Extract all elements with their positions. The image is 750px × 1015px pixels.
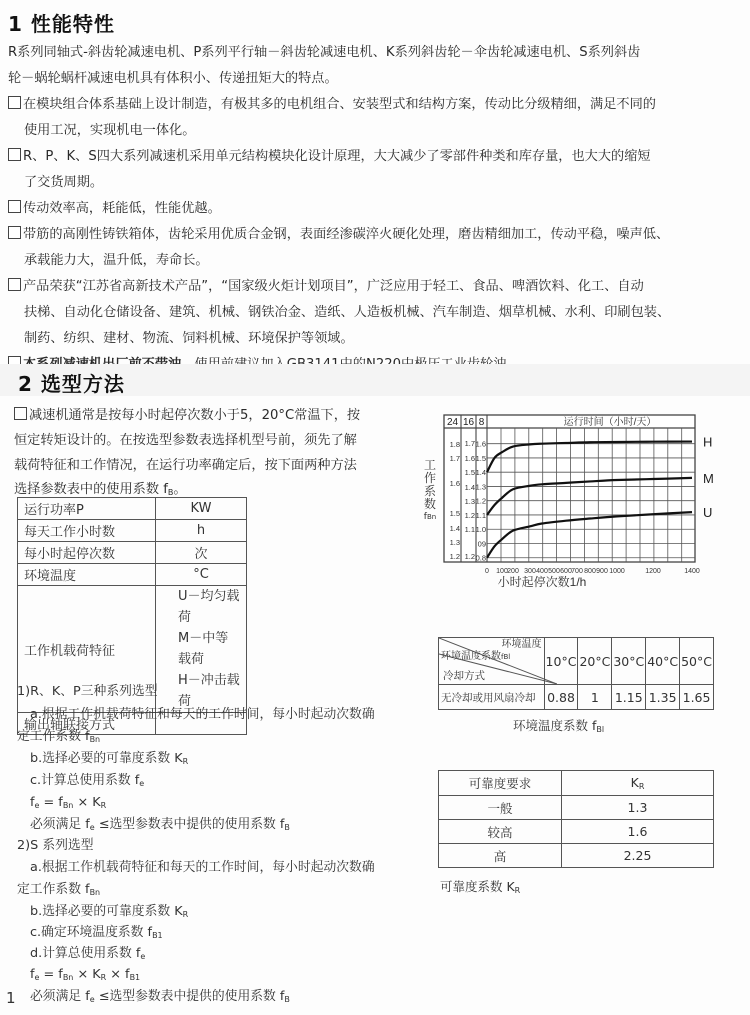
table-row xyxy=(439,638,714,685)
subscript: Bn xyxy=(62,801,74,810)
step-text: 必须满足 f xyxy=(30,817,90,832)
caption-text: 环境温度系数 f xyxy=(513,718,597,733)
table-row xyxy=(439,844,714,868)
reliability-level: 高 xyxy=(439,844,562,868)
bullet-2-cont: 了交货周期。 xyxy=(24,175,104,190)
caption-text: 可靠度系数 K xyxy=(440,879,515,894)
x-tick-label: 800 xyxy=(584,568,596,575)
step-text: f xyxy=(30,967,35,982)
table-row xyxy=(18,520,247,542)
subscript: Bn xyxy=(62,973,74,982)
y-tick-label-16h: 1.6 xyxy=(464,454,475,463)
param-label: 输出轴联接方式 xyxy=(18,713,156,735)
param-value: °C xyxy=(156,564,247,586)
kr-value: 1.3 xyxy=(562,796,714,820)
method1-b xyxy=(30,749,188,773)
y-tick-label-8h: 1.5 xyxy=(475,453,486,463)
y-tick-label-16h: 1.4 xyxy=(464,483,475,492)
kr-value: 1.6 xyxy=(562,820,714,844)
param-label: 每天工作小时数 xyxy=(18,520,156,542)
step-text: b.选择必要的可靠度系数 K xyxy=(30,904,183,919)
x-tick-label: 1000 xyxy=(609,568,625,575)
subscript: e xyxy=(139,779,145,788)
method1-a2 xyxy=(17,727,100,751)
bullet-4 xyxy=(8,222,669,248)
temp-value: 1.35 xyxy=(646,685,680,710)
temp-value: 1.65 xyxy=(680,685,714,710)
step-text: × K xyxy=(73,967,101,982)
load-m: M－中等载荷 xyxy=(178,631,229,667)
kr-value: 2.25 xyxy=(562,844,714,868)
s2-intro-text: 选择参数表中的使用系数 f xyxy=(14,482,168,497)
hours-column-label: 16 xyxy=(462,417,475,428)
temp-header: 10°C xyxy=(544,638,578,685)
corner-mid-text: 环境温度系数 xyxy=(441,651,501,662)
y-tick-label-16h: 1.1 xyxy=(464,525,475,534)
load-u: U－均匀载荷 xyxy=(178,589,240,625)
y-tick-label-8h: 1.3 xyxy=(475,482,486,492)
x-tick-label: 500 xyxy=(548,568,560,575)
param-value: KW xyxy=(156,498,247,520)
method2-a1: a.根据工作机载荷特征和每天的工作时间，每小时起动次数确 xyxy=(30,860,375,875)
x-tick-label: 300 xyxy=(524,568,536,575)
section2-title: 2 选型方法 xyxy=(18,372,125,396)
y-tick-label-8h: 0.8 xyxy=(475,553,486,563)
x-tick-label: 0 xyxy=(485,568,489,575)
table-row xyxy=(18,542,247,564)
bullet-text: 传动效率高，耗能低，性能优越。 xyxy=(23,201,221,216)
method2-a2 xyxy=(17,880,100,904)
chart-ylabel: 工 作 系 数 fBn xyxy=(423,458,437,522)
method2-must xyxy=(30,987,290,1011)
x-tick-label: 700 xyxy=(571,568,583,575)
subscript: e xyxy=(89,995,95,1004)
checkbox-icon xyxy=(8,200,21,213)
y-tick-label-24h: 1.7 xyxy=(449,454,460,463)
table-row xyxy=(439,796,714,820)
bullet-1-cont: 使用工况，实现机电一体化。 xyxy=(24,123,196,138)
kr-header xyxy=(562,771,714,796)
cooling-label: 无冷却或用风扇冷却 xyxy=(439,685,545,710)
bullet-1 xyxy=(8,92,656,118)
method1-c xyxy=(30,771,144,795)
y-tick-label-8h: 1.4 xyxy=(475,468,486,478)
y-tick-label-24h: 1.5 xyxy=(449,509,460,518)
table-row xyxy=(439,820,714,844)
subscript: R xyxy=(182,757,189,766)
step-text: d.计算总使用系数 f xyxy=(30,946,141,961)
subscript: B xyxy=(167,488,174,497)
y-tick-label-24h: 1.2 xyxy=(449,552,460,561)
step-text: ≤选型参数表中提供的使用系数 f xyxy=(94,989,285,1004)
series-label-U: U xyxy=(703,505,713,521)
step-text: × K xyxy=(73,795,101,810)
x-tick-label: 600 xyxy=(560,568,572,575)
hours-column-label: 8 xyxy=(478,417,485,428)
method1-title: 1)R、K、P三种系列选型 xyxy=(17,684,158,699)
temp-header: 30°C xyxy=(612,638,646,685)
temp-table-caption xyxy=(513,716,604,734)
temp-table xyxy=(438,637,714,710)
x-tick-label: 400 xyxy=(536,568,548,575)
bullet-3 xyxy=(8,196,221,222)
subscript: R xyxy=(100,973,107,982)
x-tick-label: 1400 xyxy=(684,568,700,575)
s2-intro-end: 。 xyxy=(173,482,187,497)
bullet-text: 产品荣获“江苏省高新技术产品”，“国家级火炬计划项目”，广泛应用于轻工、食品、啤酒饮料、化工、自动 xyxy=(23,279,644,294)
step-text: = f xyxy=(39,795,63,810)
intro-line-2: 轮－蜗轮蜗杆减速电机具有体积小、传递扭矩大的特点。 xyxy=(8,71,338,86)
step-text: × f xyxy=(106,967,130,982)
y-tick-label-16h: 1.5 xyxy=(464,468,475,477)
step-text: = f xyxy=(39,967,63,982)
step-text: ≤选型参数表中提供的使用系数 f xyxy=(94,817,285,832)
table-row xyxy=(18,498,247,520)
hours-column-label: 24 xyxy=(446,417,459,428)
table-row xyxy=(439,771,714,796)
param-value: h xyxy=(156,520,247,542)
corner-bottom: 冷却方式 xyxy=(443,670,485,682)
bullet-5-cont: 扶梯、自动化仓储设备、建筑、机械、钢铁冶金、造纸、人造板机械、汽车制造、烟草机械、水利、印刷包装、 xyxy=(24,305,671,320)
method1-a1: a.根据工作机载荷特征和每天的工作时间，每小时起动次数确 xyxy=(30,707,375,722)
temp-corner-cell xyxy=(439,638,545,685)
reliability-level: 较高 xyxy=(439,820,562,844)
subscript: B xyxy=(284,823,290,832)
s2-intro-text: 减速机通常是按每小时起停次数小于5，20°C常温下，按 xyxy=(29,408,361,423)
subscript: e xyxy=(140,952,146,961)
step-text: 必须满足 f xyxy=(30,989,90,1004)
subscript: Bn xyxy=(89,735,101,744)
checkbox-icon xyxy=(8,278,21,291)
param-label: 环境温度 xyxy=(18,564,156,586)
reliability-caption xyxy=(440,877,520,895)
subscript: e xyxy=(34,801,40,810)
subscript: R xyxy=(182,910,189,919)
step-text: c.确定环境温度系数 f xyxy=(30,925,153,940)
bullet-text: 在模块组合体系基础上设计制造，有极其多的电机组合、安装型式和结构方案，传动比分级精细，满足不同的 xyxy=(23,97,656,112)
table-row xyxy=(18,564,247,586)
checkbox-icon xyxy=(14,407,27,420)
method1-formula xyxy=(30,793,106,817)
y-tick-label-8h: 1.0 xyxy=(475,525,486,535)
param-value: 次 xyxy=(156,542,247,564)
bullet-5-cont2: 制药、纺织、建材、物流、饲料机械、环境保护等领域。 xyxy=(24,331,354,346)
reliability-table xyxy=(438,770,714,868)
section1-title: 1 性能特性 xyxy=(8,12,115,36)
y-tick-label-24h: 1.6 xyxy=(449,479,460,488)
bullet-text: R、P、K、S四大系列减速机采用单元结构模块化设计原理，大大减少了零部件种类和库存量，也大大的缩短 xyxy=(23,149,651,164)
y-tick-label-16h: 1.2 xyxy=(464,511,475,520)
y-tick-label-24h: 1.3 xyxy=(449,538,460,547)
y-tick-label-8h: 1.6 xyxy=(475,439,486,449)
temp-header: 40°C xyxy=(646,638,680,685)
corner-top: 环境温度 xyxy=(501,639,542,650)
param-label: 运行功率P xyxy=(18,498,156,520)
page-number: 1 xyxy=(6,989,16,1007)
load-values xyxy=(156,586,247,713)
load-h: H－冲击载荷 xyxy=(178,673,240,709)
step-text: 定工作系数 f xyxy=(17,882,90,897)
subscript: B1 xyxy=(129,973,141,982)
s2-intro-2: 恒定转矩设计的。在按选型参数表选择机型号前，须先了解 xyxy=(14,433,357,448)
corner-mid xyxy=(441,651,510,663)
subscript: R xyxy=(100,801,107,810)
chart-title: 运行时间（小时/天） xyxy=(563,417,657,428)
x-tick-label: 900 xyxy=(596,568,608,575)
s2-intro-1 xyxy=(14,403,360,429)
temp-header: 50°C xyxy=(680,638,714,685)
y-tick-label-8h: 1.2 xyxy=(475,496,486,506)
step-text: b.选择必要的可靠度系数 K xyxy=(30,751,183,766)
y-tick-label-24h: 1.4 xyxy=(449,524,460,533)
intro-line-1: R系列同轴式-斜齿轮减速电机、P系列平行轴－斜齿轮减速电机、K系列斜齿轮－伞齿轮减速电机、S系列斜齿 xyxy=(8,45,641,60)
temp-header: 20°C xyxy=(578,638,612,685)
y-tick-label-16h: 1.2 xyxy=(464,552,475,561)
subscript: e xyxy=(34,973,40,982)
service-factor-chart xyxy=(410,405,740,605)
table-row xyxy=(439,685,714,710)
temp-value: 0.88 xyxy=(544,685,578,710)
checkbox-icon xyxy=(8,226,21,239)
subscript: e xyxy=(89,823,95,832)
chart-xlabel: 小时起停次数1/h xyxy=(497,575,587,589)
bullet-2 xyxy=(8,144,651,170)
x-tick-label: 200 xyxy=(507,568,519,575)
temp-value: 1 xyxy=(578,685,612,710)
subscript: Bl xyxy=(596,725,605,734)
series-label-H: H xyxy=(703,434,713,450)
subscript: R xyxy=(638,782,645,791)
subscript: B xyxy=(284,995,290,1004)
subscript: B1 xyxy=(152,931,163,940)
reliability-level: 一般 xyxy=(439,796,562,820)
y-tick-label-24h: 1.8 xyxy=(449,440,460,449)
param-label: 每小时起停次数 xyxy=(18,542,156,564)
y-tick-label-8h: 1.1 xyxy=(475,510,486,520)
y-tick-label-16h: 1.7 xyxy=(464,439,475,448)
method2-formula xyxy=(30,965,140,989)
checkbox-icon xyxy=(8,96,21,109)
param-label: 工作机载荷特征 xyxy=(18,586,156,713)
subscript: R xyxy=(514,886,521,895)
x-tick-label: 100 xyxy=(496,568,508,575)
step-text: 定工作系数 f xyxy=(17,729,90,744)
s2-intro-3: 载荷特征和工作情况，在运行功率确定后，按下面两种方法 xyxy=(14,458,357,473)
temp-value: 1.15 xyxy=(612,685,646,710)
method2-title: 2)S 系列选型 xyxy=(17,838,94,853)
series-label-M: M xyxy=(703,470,714,486)
bullet-5 xyxy=(8,274,644,300)
x-tick-label: 1200 xyxy=(645,568,661,575)
subscript: Bn xyxy=(89,888,101,897)
reliability-header: 可靠度要求 xyxy=(439,771,562,796)
bullet-4-cont: 承载能力大，温升低，寿命长。 xyxy=(24,253,209,268)
checkbox-icon xyxy=(8,148,21,161)
y-tick-label-8h: 09 xyxy=(477,539,486,549)
subscript: fBl xyxy=(501,653,511,661)
y-tick-label-16h: 1.3 xyxy=(464,497,475,506)
step-text: c.计算总使用系数 f xyxy=(30,773,140,788)
kr-header-text: K xyxy=(630,775,639,790)
bullet-text: 带筋的高刚性铸铁箱体，齿轮采用优质合金钢，表面经渗碳淬火硬化处理，磨齿精细加工，传动平稳，噪声低、 xyxy=(23,227,670,242)
step-text: f xyxy=(30,795,35,810)
